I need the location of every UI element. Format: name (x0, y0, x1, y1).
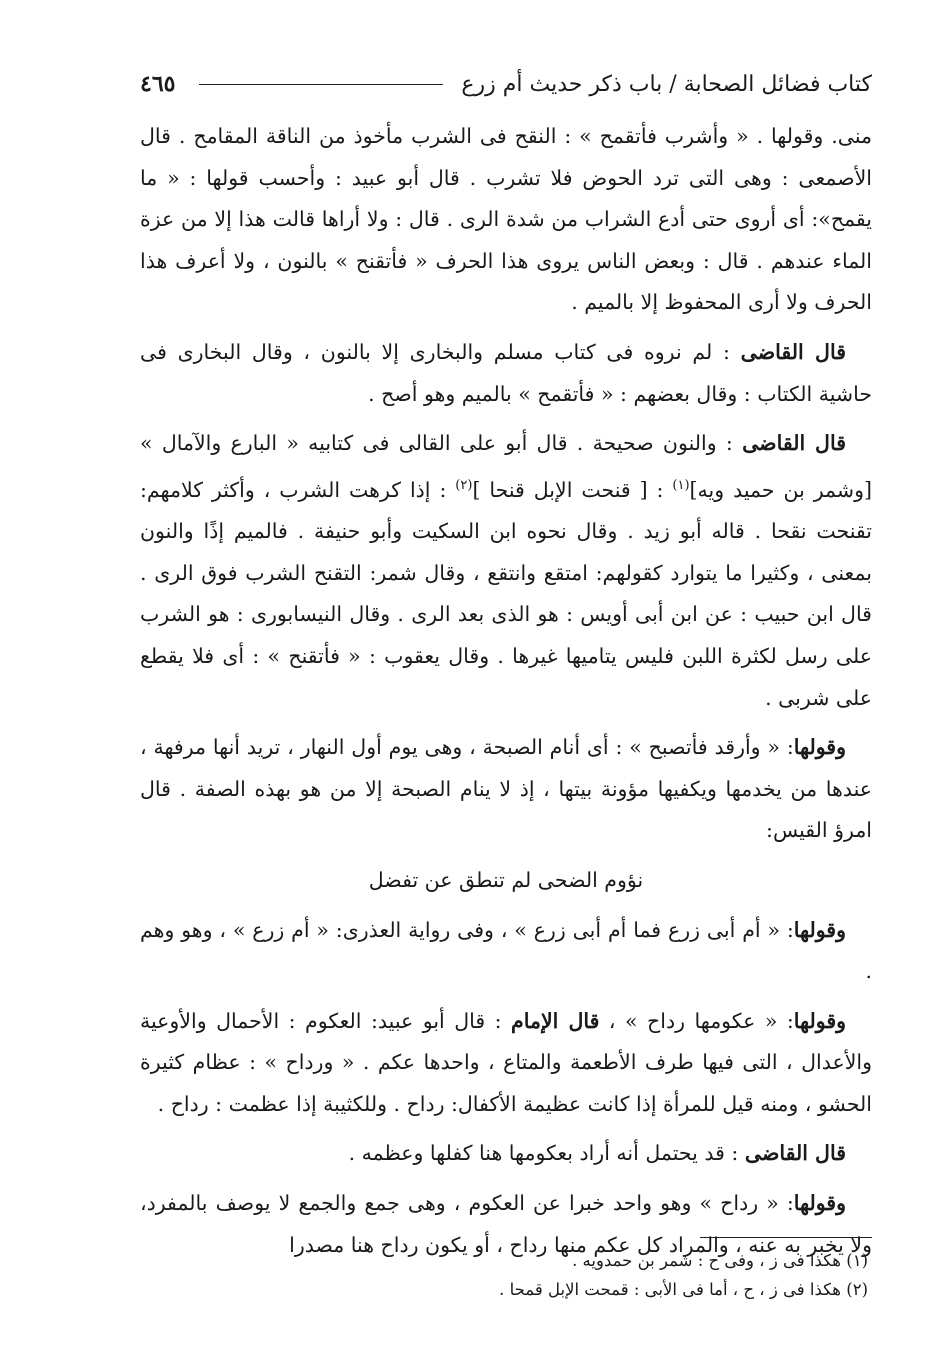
page-number: ٤٦٥ (140, 71, 176, 97)
footnote-2: (٢) هكذا فى ز ، ح ، أما فى الأبى : قمحت الإبل قمحا . (499, 1280, 868, 1299)
bold-lead: وقولها (793, 1008, 847, 1033)
text-run: : « أم أبى زرع فما أم أبى زرع » ، وفى رواية العذرى: « أم زرع » ، وهو وهم . (140, 917, 872, 984)
text-run: : قال أبو عبيد: العكوم : الأحمال والأوعية والأعدال ، التى فيها طرف الأطعمة والمتاع ، واحدها عكم . « ورداح » : عظام كثيرة الحشو ، ومنه قيل للمرأة إذا كانت عظيمة الأكفال: رداح . وللكثيبة إذا عظمت : رداح . (140, 1008, 872, 1116)
text-run: : [ قنحت الإبل قنحا ] (472, 477, 673, 502)
bold-lead: قال القاضى (744, 1141, 846, 1166)
bold-lead: قال الإمام (511, 1008, 600, 1033)
paragraph (140, 116, 872, 324)
running-header (140, 64, 872, 104)
paragraph (140, 1133, 872, 1175)
verse-line: نؤوم الضحى لم تنطق عن تفضل (368, 867, 644, 892)
bold-lead: وقولها (793, 1191, 846, 1216)
bold-lead: وقولها (793, 735, 846, 760)
running-title: كتاب فضائل الصحابة / باب ذكر حديث أم زرع (461, 71, 872, 97)
paragraph (140, 910, 872, 993)
footnote-marker: (١) (672, 477, 690, 493)
paragraph (140, 1001, 872, 1126)
bold-lead: قال القاضى (742, 431, 846, 456)
body-text (140, 116, 872, 1274)
text-run: : « عكومها رداح » ، (599, 1008, 794, 1033)
bold-lead: قال القاضى (740, 339, 846, 364)
header-rule (199, 84, 443, 85)
footnote-separator (700, 1237, 872, 1238)
text-run: : إذا كرهت الشرب ، وأكثر كلامهم: تقنحت نقحا . قاله أبو زيد . وقال نحوه ابن السكيت وأبو حنيفة . فالميم إذًا والنون بمعنى ، وكثيرا ما يتوارد كقولهم: امتقع وانتقع ، وقال شمر: التقنح الشرب فوق الرى . قال ابن حبيب : عن ابن أبى أويس : هو الذى بعد الرى . وقال النيسابورى : هو الشرب على رسل لكثرة اللبن فليس يتاميها غيرها . وقال يعقوب : « فأتقنح » : أى فلا يقطع على شربى . (140, 477, 872, 710)
paragraph (140, 332, 872, 415)
paragraph (140, 423, 872, 719)
text-run: : « وأرقد فأتصبح » : أى أنام الصبحة ، وهى يوم أول النهار ، تريد أنها مرفهة ، عندها من يخدمها ويكفيها مؤونة بيتها ، إذ لا ينام الصبحة إلا من هو بهذه الصفة . قال امرؤ القيس: (140, 735, 872, 843)
text-run: : والنون صحيحة . قال أبو على القالى فى كتابيه « البارع والآمال » [وشمر بن حميد ويه] (140, 431, 872, 502)
bold-lead: وقولها (793, 917, 846, 942)
text-run: منى. وقولها . « وأشرب فأتقمح » : النقح فى الشرب مأخوذ من الناقة المقامح . قال الأصمعى : وهى التى ترد الحوض فلا تشرب . قال أبو عبيد : وأحسب قولها : « ما يقمح»: أى أروى حتى أدع الشراب من شدة الرى . قال : ولا أراها قالت هذا إلا من عزة الماء عندهم . قال : وبعض الناس يروى هذا الحرف « فأتقنح » بالنون ، ولا أعرف هذا الحرف ولا أرى المحفوظ إلا بالميم . (140, 124, 872, 315)
footnote-1: (١) هكذا فى ز ، وفى ح : شمر بن حمدويه . (572, 1251, 868, 1270)
footnote-marker: (٢) (455, 477, 473, 493)
text-run: : قد يحتمل أنه أراد بعكومها هنا كفلها وعظمه . (348, 1141, 745, 1166)
text-run: : « رداح » وهو واحد خبرا عن العكوم ، وهى جمع والجمع لا يوصف بالمفرد، ولا يخبر به عنه ، والمراد كل عكم منها رداح ، أو يكون رداح هنا مصدرا (140, 1191, 872, 1257)
paragraph (140, 727, 872, 852)
footnotes (140, 1246, 868, 1304)
text-run: : لم نروه فى كتاب مسلم والبخارى إلا بالنون ، وقال البخارى فى حاشية الكتاب : وقال بعضهم : « فأتقمح » بالميم وهو أصح . (140, 339, 872, 406)
